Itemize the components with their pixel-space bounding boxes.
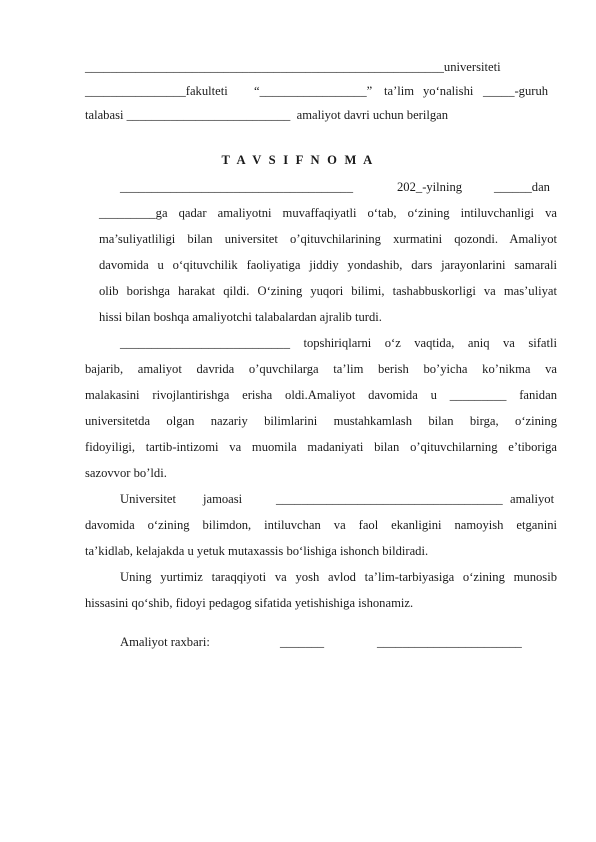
- p2-line-3: malakasini rivojlantirishga erisha oldi.Amaliyot davomida u _________ fanidan: [85, 388, 557, 402]
- p1-line-4: davomida u o‘qituvchilik faoliyatiga jiddiy yondashib, dars jarayonlarini samarali: [99, 258, 557, 272]
- p3-line-2: davomida o‘zining bilimdon, intiluvchan va faol ekanligini namoyish etganini: [85, 518, 557, 532]
- p1-line-6: hissi bilan boshqa amaliyotchi talabalardan ajralib turdi.: [99, 310, 382, 324]
- p3-universitet: Universitet: [120, 492, 176, 506]
- p1-year: 202_-yilning: [397, 180, 463, 194]
- p3-amaliyot: amaliyot: [510, 492, 555, 506]
- p3-jamoasi: jamoasi: [203, 492, 243, 506]
- p2-line-6: sazovvor bo’ldi.: [85, 466, 167, 480]
- document-title: T A V S I F N O M A: [221, 153, 375, 167]
- direction-blank: “_________________”: [254, 84, 373, 98]
- talim-word: ta’lim: [384, 84, 415, 98]
- p3-name-blank: ____________________________________: [276, 492, 503, 506]
- p2-line-4: universitetda olgan nazariy bilimlarini mustahkamlash bilan birga, o‘zining: [85, 414, 557, 428]
- p1-line-5: olib borishga harakat qildi. O‘zining yuqori bilimi, tashabbuskorligi va mas’uliyat: [99, 284, 557, 298]
- student-line: talabasi __________________________ amaliyot davri uchun berilgan: [85, 108, 449, 122]
- p1-line-3: ma’suliyatliligi bilan universitet o’qituvchilarining xurmatini qozondi. Amaliyot: [99, 232, 557, 246]
- p1-line-2: _________ga qadar amaliyotni muvaffaqiyatli o‘tab, o‘zining intiluvchanligi va: [99, 206, 557, 220]
- p2-line-2: bajarib, amaliyot davrida o’quvchilarga ta’lim berish bo’yicha ko’nikma va: [85, 362, 557, 376]
- p1-from: ______dan: [494, 180, 550, 194]
- p2-line-5: fidoyiligi, tartib-intizomi va muomila madaniyati bilan o’qituvchilarning e’tiboriga: [85, 440, 557, 454]
- group-blank: _____-guruh: [483, 84, 549, 98]
- p1-name-blank: _____________________________________: [120, 180, 353, 194]
- university-line: _________________________________________________________universiteti: [85, 60, 501, 74]
- p3-line-3: ta’kidlab, kelajakda u yetuk mutaxassis bo‘lishiga ishonch bildiradi.: [85, 544, 429, 558]
- name-blank: _______________________: [377, 635, 522, 649]
- supervisor-label: Amaliyot raxbari:: [120, 635, 210, 649]
- signature-blank: _______: [280, 635, 325, 649]
- p2-line-1: ___________________________ topshiriqlarni o‘z vaqtida, aniq va sifatli: [120, 336, 557, 350]
- yonalishi-word: yo‘nalishi: [423, 84, 474, 98]
- faculty-blank: ________________fakulteti: [85, 84, 228, 98]
- p4-line-1: Uning yurtimiz taraqqiyoti va yosh avlod ta’lim-tarbiyasiga o‘zining munosib: [120, 570, 557, 584]
- p4-line-2: hissasini qo‘shib, fidoyi pedagog sifatida yetishishiga ishonamiz.: [85, 596, 414, 610]
